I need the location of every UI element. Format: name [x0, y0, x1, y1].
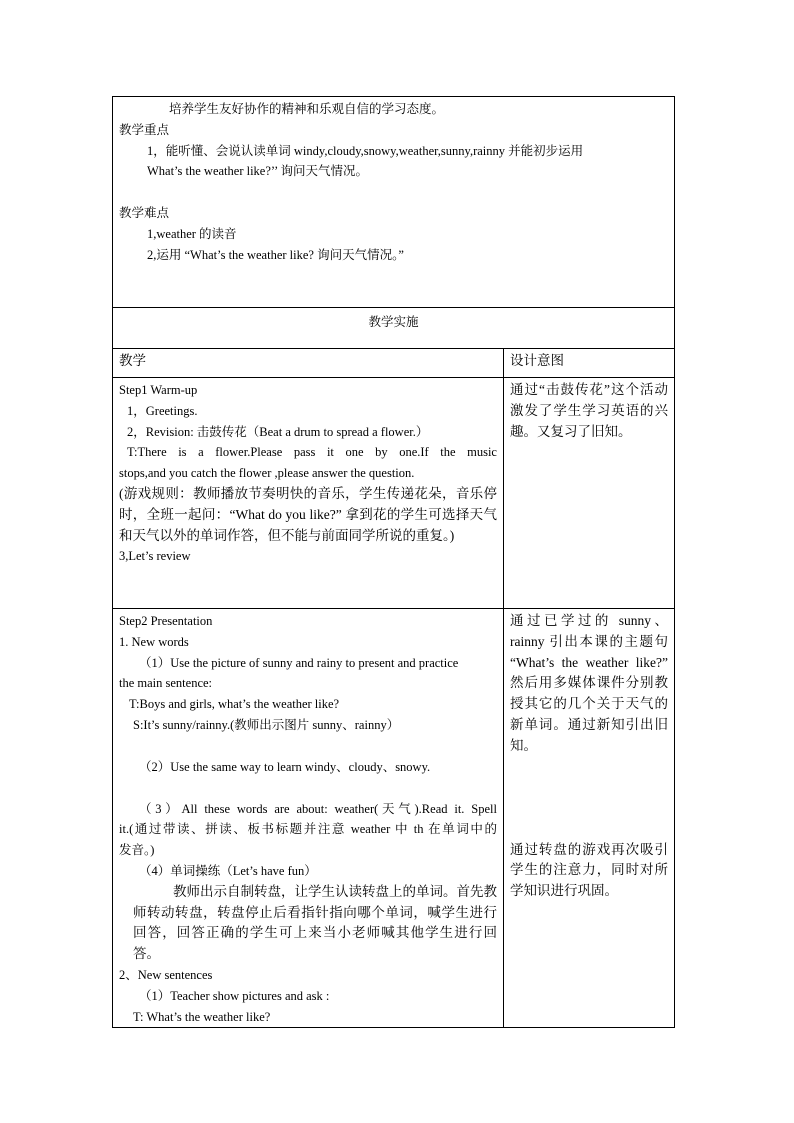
key-point-line-2: What’s the weather like?’’ 询问天气情况。 — [147, 164, 368, 179]
step1-teacher-line-2: stops,and you catch the flower ,please answer the question. — [119, 466, 415, 481]
implementation-row — [113, 308, 675, 349]
step2-design-cell — [504, 609, 675, 1028]
step1-teacher-line-1: T:There is a flower.Please pass it one by one.If the music — [127, 445, 497, 460]
objectives-row — [113, 97, 675, 308]
difficulty-title: 教学难点 — [119, 206, 170, 221]
step1-design-cell — [504, 378, 675, 609]
design-header: 设计意图 — [504, 349, 675, 378]
step2-item1-line-2: the main sentence: — [119, 676, 213, 691]
step2-item3-line-2: it.(通过带读、拼读、板书标题并注意 weather 中 th 在单词中的 — [119, 822, 497, 837]
step2-item4-title: （4）单词操练（Let’s have fun） — [139, 863, 317, 878]
step1-review: 3,Let’s review — [119, 549, 191, 564]
step1-revision: 2，Revision: 击鼓传花（Beat a drum to spread a flower.） — [127, 424, 429, 439]
step1-title: Step1 Warm-up — [119, 383, 198, 397]
lesson-plan-table — [112, 96, 675, 1028]
step2-item2: （2）Use the same way to learn windy、cloudy、snowy. — [139, 759, 431, 774]
step1-design-text: 通过“击鼓传花”这个活动激发了学生学习英语的兴趣。又复习了旧知。 — [510, 382, 668, 439]
implementation-title: 教学实施 — [113, 308, 675, 349]
step2-dialog-student: S:It’s sunny/rainny.(教师出示图片 sunny、rainny） — [133, 717, 400, 732]
step2-sentence-teacher: T: What’s the weather like? — [133, 1009, 271, 1024]
step2-row — [113, 609, 675, 1028]
step2-dialog-teacher: T:Boys and girls, what’s the weather like? — [129, 697, 340, 712]
step2-design-text-2: 通过转盘的游戏再次吸引学生的注意力，同时对所学知识进行巩固。 — [510, 841, 668, 899]
objectives-cell — [113, 97, 675, 308]
key-points-title: 教学重点 — [119, 122, 170, 137]
attitude-line: 培养学生友好协作的精神和乐观自信的学习态度。 — [169, 102, 445, 116]
step1-game-rules: (游戏规则：教师播放节奏明快的音乐，学生传递花朵，音乐停时，全班一起问：“What do you like?” 拿到花的学生可选择天气和天气以外的单词作答，但不能与前面同学所说的重复。) — [119, 485, 497, 543]
teaching-header: 教学 — [113, 349, 504, 378]
step2-item4-body: 教师出示自制转盘，让学生认读转盘上的单词。首先教师转动转盘，转盘停止后看指针指向哪个单词，喊学生进行回答，回答正确的学生可上来当小老师喊其他学生进行回答。 — [133, 883, 497, 962]
step1-greetings: 1，Greetings. — [127, 403, 198, 418]
step2-item1-line-1: （1）Use the picture of sunny and rainy to present and practice — [139, 655, 459, 670]
difficulty-line-1: 1,weather 的读音 — [147, 226, 237, 241]
step1-teaching-cell — [113, 378, 504, 609]
step2-item3-line-1: （3）All these words are about: weather(天气).Read it. Spell — [139, 801, 497, 816]
step2-new-words: 1. New words — [119, 634, 189, 649]
step1-row — [113, 378, 675, 609]
key-point-line-1: 1，能听懂、会说认读单词 windy,cloudy,snowy,weather,sunny,rainny 并能初步运用 — [147, 143, 584, 158]
step2-design-text-1: 通过已学过的 sunny、rainny 引出本课的主题句 “What’s the weather like?” 然后用多媒体课件分别教授其它的几个关于天气的新单词。通过新知引出旧知。 — [510, 613, 668, 753]
header-row — [113, 349, 675, 378]
step2-item3-line-3: 发音。) — [119, 843, 155, 858]
lesson-plan-page — [112, 96, 674, 1028]
step2-new-sentences: 2、New sentences — [119, 967, 213, 982]
difficulty-line-2: 2,运用 “What’s the weather like? 询问天气情况。” — [147, 247, 404, 262]
step2-teaching-cell — [113, 609, 504, 1028]
step2-title: Step2 Presentation — [119, 614, 213, 628]
step2-sentence-1: （1）Teacher show pictures and ask : — [139, 988, 330, 1003]
